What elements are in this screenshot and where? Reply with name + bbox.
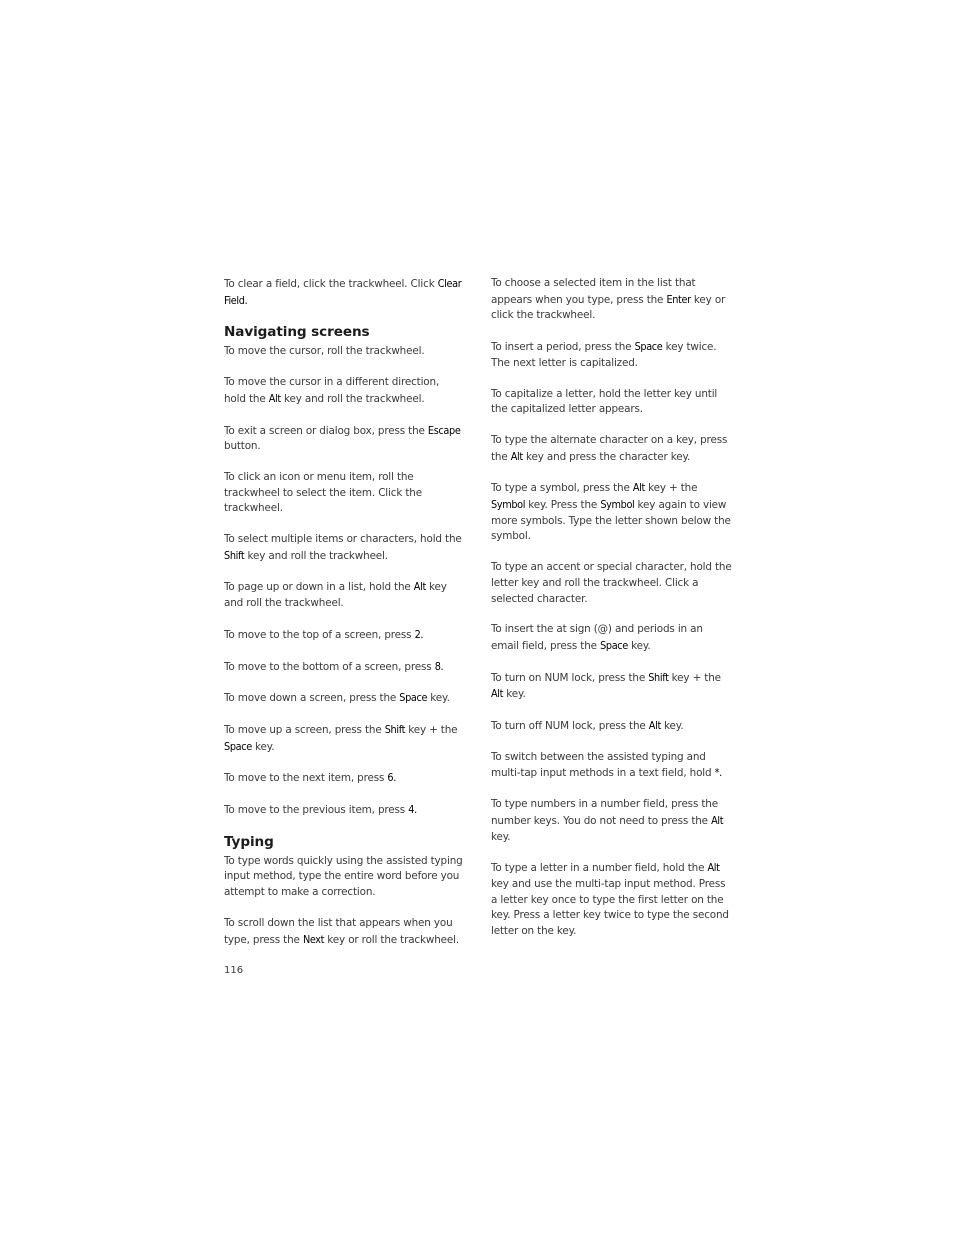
instruction-paragraph: [491, 387, 733, 418]
instruction-paragraph: [224, 770, 464, 787]
instruction-text: key again to view more symbols. Type the letter shown below the symbol.: [491, 499, 731, 543]
instruction-paragraph: [491, 797, 733, 845]
instruction-text: To move to the top of a screen, press: [224, 628, 415, 641]
instruction-text: button.: [224, 440, 261, 453]
key-label: Space: [600, 638, 628, 652]
instruction-text: To type a symbol, press the: [491, 482, 633, 495]
key-label: Alt: [711, 813, 724, 827]
instruction-paragraph: [224, 722, 464, 755]
key-label: Shift: [224, 548, 245, 562]
instruction-paragraph: [224, 344, 464, 360]
instruction-text: key and press the character key.: [522, 450, 691, 463]
instruction-text: To type numbers in a number field, press the number keys. You do not need to press the: [491, 798, 718, 827]
instruction-text: To type words quickly using the assisted typing input method, type the entire word before you attempt to make a correction.: [224, 854, 463, 899]
key-label: Alt: [413, 580, 426, 594]
key-label: Symbol: [600, 498, 635, 512]
key-label: Space: [399, 691, 428, 705]
key-label: Symbol: [491, 498, 526, 512]
key-label: Shift: [648, 670, 669, 684]
instruction-text: key. Press the: [525, 499, 601, 512]
instruction-text: To scroll down the list that appears when you type, press the: [224, 916, 453, 946]
instruction-text: To switch between the assisted typing and multi-tap input methods in a text field, hold: [491, 750, 715, 780]
instruction-paragraph: [491, 670, 733, 703]
key-label: Alt: [707, 861, 720, 875]
instruction-paragraph: [491, 560, 733, 607]
instruction-text: key or click the trackwheel.: [491, 293, 726, 322]
instruction-paragraph: [224, 690, 464, 707]
intro-paragraph: To clear a field, click the trackwheel. Click Clear Field.: [224, 277, 462, 307]
key-label: Alt: [648, 719, 661, 733]
instruction-text: To type the alternate character on a key, press the: [491, 433, 728, 463]
instruction-paragraph: [491, 718, 733, 735]
key-label: Clear Field.: [224, 277, 462, 307]
instruction-text: To page up or down in a list, hold the: [224, 581, 414, 594]
key-label: *.: [714, 766, 722, 780]
key-label: Shift: [384, 722, 406, 736]
instruction-text: To move to the bottom of a screen, press: [224, 660, 435, 673]
instruction-text: key + the: [668, 671, 721, 684]
instruction-paragraph: [224, 802, 464, 819]
instruction-text: key + the: [644, 482, 698, 495]
instruction-text: To choose a selected item in the list that appears when you type, press the: [491, 277, 696, 306]
instruction-text: To type an accent or special character, hold the letter key and roll the trackwheel. Click a selected character.: [491, 561, 732, 605]
instruction-paragraph: [224, 627, 464, 644]
key-label: Space: [224, 739, 252, 753]
instruction-text: To turn off NUM lock, press the: [491, 720, 649, 733]
instruction-text: To move to the previous item, press: [224, 804, 409, 817]
left-column: [224, 276, 464, 963]
page-number: 116: [224, 965, 244, 976]
instruction-text: key.: [427, 692, 450, 705]
key-label: Enter: [666, 292, 691, 306]
instruction-text: key twice. The next letter is capitalized.: [491, 341, 717, 369]
instruction-paragraph: [224, 659, 464, 676]
instruction-paragraph: [491, 276, 733, 324]
instruction-text: key.: [627, 639, 651, 652]
key-label: 8.: [434, 659, 444, 673]
instruction-paragraph: [224, 532, 464, 564]
key-label: Alt: [632, 481, 645, 495]
instruction-text: To move up a screen, press the: [224, 723, 385, 736]
key-label: 2.: [414, 627, 424, 641]
instruction-text: To move to the next item, press: [224, 772, 388, 785]
instruction-text: key and use the multi-tap input method. Press a letter key once to type the first letter on the key. Press a letter key twice to type the second letter on the key.: [491, 877, 729, 938]
instruction-text: To move the cursor in a different direction, hold the: [224, 376, 440, 405]
instruction-text: To move down a screen, press the: [224, 692, 400, 705]
instruction-text: To exit a screen or dialog box, press the: [224, 424, 428, 437]
instruction-text: key or roll the trackwheel.: [324, 933, 460, 946]
instruction-paragraph: [224, 916, 464, 948]
key-label: Alt: [268, 391, 281, 405]
typing-paragraphs: [224, 854, 464, 949]
instruction-paragraph: [224, 470, 464, 517]
instruction-text: key and roll the trackwheel.: [244, 549, 388, 562]
key-label: Alt: [510, 449, 523, 463]
instruction-text: To insert a period, press the: [491, 341, 635, 354]
section-heading-navigating-screens: Navigating screens: [224, 324, 370, 341]
key-label: Next: [302, 932, 325, 946]
instruction-text: To move the cursor, roll the trackwheel.: [224, 345, 425, 358]
instruction-paragraph: [224, 579, 464, 611]
instruction-text: key.: [503, 688, 526, 701]
right-paragraphs: [491, 276, 733, 940]
instruction-paragraph: [224, 375, 464, 407]
instruction-text: key and roll the trackwheel.: [224, 581, 447, 610]
instruction-paragraph: [224, 854, 464, 901]
instruction-text: To insert the at sign (@) and periods in an email field, press the: [491, 623, 703, 652]
instruction-text: To turn on NUM lock, press the: [491, 671, 649, 684]
instruction-paragraph: [491, 480, 733, 545]
instruction-text: To type a letter in a number field, hold the: [491, 862, 708, 875]
key-label: Escape: [427, 423, 461, 437]
key-label: 6.: [387, 771, 396, 785]
instruction-text: key.: [251, 740, 275, 753]
instruction-text: key + the: [405, 723, 458, 736]
instruction-text: To select multiple items or characters, hold the: [224, 533, 462, 546]
instruction-text: To capitalize a letter, hold the letter key until the capitalized letter appears.: [491, 387, 718, 416]
key-label: Space: [634, 340, 663, 354]
instruction-text: To click an icon or menu item, roll the trackwheel to select the item. Click the trackwheel.: [224, 470, 422, 515]
section-heading-typing: Typing: [224, 833, 274, 850]
instruction-paragraph: [491, 622, 733, 654]
key-label: Alt: [491, 687, 504, 701]
instruction-text: key.: [660, 720, 684, 733]
instruction-paragraph: [491, 750, 733, 782]
instruction-paragraph: [491, 433, 733, 465]
instruction-paragraph: [224, 423, 464, 455]
nav-paragraphs: [224, 344, 464, 818]
instruction-paragraph: [491, 860, 733, 940]
key-label: 4.: [408, 803, 417, 817]
instruction-text: key and roll the trackwheel.: [280, 392, 425, 405]
instruction-paragraph: [491, 339, 733, 371]
right-column: [491, 276, 733, 955]
instruction-text: key.: [491, 830, 511, 843]
